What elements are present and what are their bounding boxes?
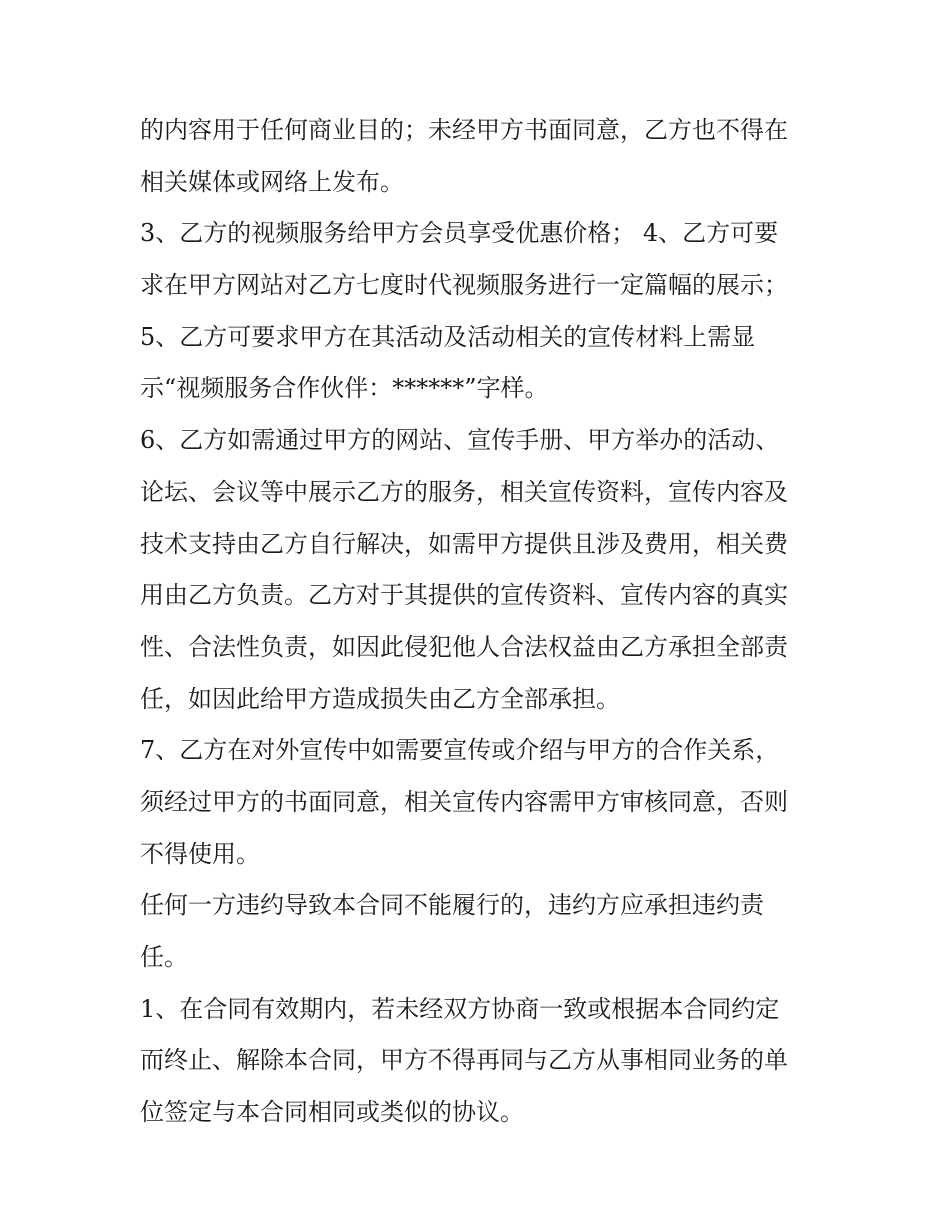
text-line: 而终止、解除本合同，甲方不得再同与乙方从事相同业务的单 — [140, 1046, 788, 1075]
text-line: 5、乙方可要求甲方在其活动及活动相关的宣传材料上需显 — [140, 322, 756, 351]
text-line: 3、乙方的视频服务给甲方会员享受优惠价格； 4、乙方可要 — [140, 219, 779, 248]
text-line: 论坛、会议等中展示乙方的服务，相关宣传资料，宣传内容及 — [140, 477, 788, 506]
text-line: 示“视频服务合作伙伴：******”字样。 — [140, 374, 549, 403]
text-line: 技术支持由乙方自行解决，如需甲方提供且涉及费用，相关费 — [140, 529, 788, 558]
text-line: 性、合法性负责，如因此侵犯他人合法权益由乙方承担全部责 — [140, 632, 788, 661]
text-line: 6、乙方如需通过甲方的网站、宣传手册、甲方举办的活动、 — [140, 426, 780, 455]
text-line: 须经过甲方的书面同意，相关宣传内容需甲方审核同意，否则 — [140, 787, 788, 816]
text-line: 不得使用。 — [140, 839, 260, 868]
text-line: 相关媒体或网络上发布。 — [140, 167, 404, 196]
text-line: 位签定与本合同相同或类似的协议。 — [140, 1098, 524, 1127]
text-line: 任，如因此给甲方造成损失由乙方全部承担。 — [140, 684, 620, 713]
text-line: 的内容用于任何商业目的；未经甲方书面同意，乙方也不得在 — [140, 116, 788, 144]
text-line: 7、乙方在对外宣传中如需要宣传或介绍与甲方的合作关系， — [140, 736, 780, 765]
text-line: 任。 — [140, 943, 188, 971]
text-line: 1、在合同有效期内，若未经双方协商一致或根据本合同约定 — [140, 994, 780, 1023]
document-body — [140, 105, 820, 1139]
text-line: 任何一方违约导致本合同不能履行的，违约方应承担违约责 — [140, 891, 764, 920]
text-line: 求在甲方网站对乙方七度时代视频服务进行一定篇幅的展示； — [140, 271, 788, 300]
text-line: 用由乙方负责。乙方对于其提供的宣传资料、宣传内容的真实 — [140, 581, 788, 610]
